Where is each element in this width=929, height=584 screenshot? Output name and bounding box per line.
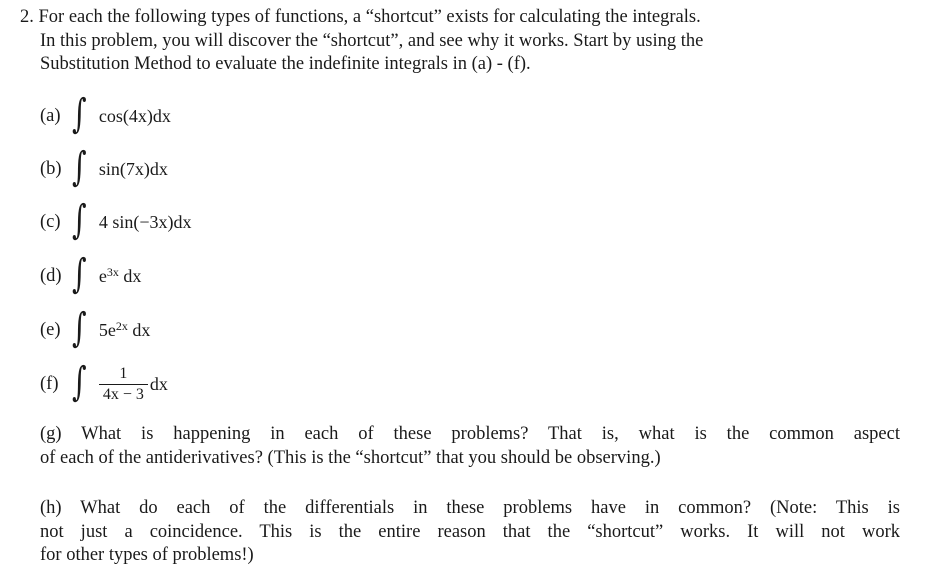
integral-item-f <box>40 360 168 408</box>
fraction-denominator: 4x − 3 <box>102 385 144 403</box>
integrand <box>99 266 142 287</box>
integrand-differential: dx <box>132 319 151 340</box>
integrand-differential: dx <box>123 265 142 286</box>
item-label: (a) <box>40 105 61 126</box>
fraction <box>99 364 148 405</box>
integral-item-a <box>40 92 171 140</box>
part-h-question <box>40 497 900 568</box>
integral-item-b <box>40 145 168 193</box>
part-g-line: of each of the antiderivatives? (This is the “shortcut” that you should be observing.) <box>40 447 661 468</box>
part-g-line: (g) What is happening in each of these problems? That is, what is the common aspect <box>40 424 900 444</box>
part-g-question <box>40 423 900 470</box>
integrand-differential: dx <box>149 373 168 394</box>
integrand: sin(7x)dx <box>98 158 168 179</box>
item-label: (b) <box>40 158 62 179</box>
item-label: (f) <box>40 373 59 394</box>
integrand-base: e <box>98 265 107 286</box>
integrand: cos(4x)dx <box>98 105 171 126</box>
integrand-exponent: 2x <box>115 318 128 333</box>
intro-line: Substitution Method to evaluate the indefinite integrals in (a) - (f). <box>40 54 531 74</box>
intro-line: In this problem, you will discover the “shortcut”, and see why it works. Start by using the <box>40 30 704 51</box>
integrand-exponent: 3x <box>106 264 119 279</box>
integral-item-c <box>40 198 192 246</box>
integrand <box>99 364 168 405</box>
integral-item-e <box>40 306 150 354</box>
integral-sign: ∫ <box>72 91 87 137</box>
item-label: (e) <box>40 319 61 340</box>
integral-sign: ∫ <box>72 197 87 243</box>
intro-line: 2. For each the following types of functions, a “shortcut” exists for calculating the integrals. <box>20 7 701 27</box>
problem-intro <box>20 6 900 77</box>
item-label: (d) <box>40 265 62 286</box>
part-h-line: not just a coincidence. This is the entire reason that the “shortcut” works. It will not work <box>40 521 900 542</box>
integral-sign: ∫ <box>72 251 87 297</box>
integral-sign: ∫ <box>72 359 87 405</box>
fraction-numerator: 1 <box>119 364 128 382</box>
integrand: 4 sin(−3x)dx <box>98 211 192 232</box>
integrand <box>99 320 151 341</box>
item-label: (c) <box>40 211 61 232</box>
integral-sign: ∫ <box>72 305 87 351</box>
integral-sign: ∫ <box>72 144 87 190</box>
integral-item-d <box>40 252 141 300</box>
integrand-base: 5e <box>98 319 116 340</box>
part-h-line: for other types of problems!) <box>40 545 254 565</box>
part-h-line: (h) What do each of the differentials in these problems have in common? (Note: This is <box>40 498 900 518</box>
